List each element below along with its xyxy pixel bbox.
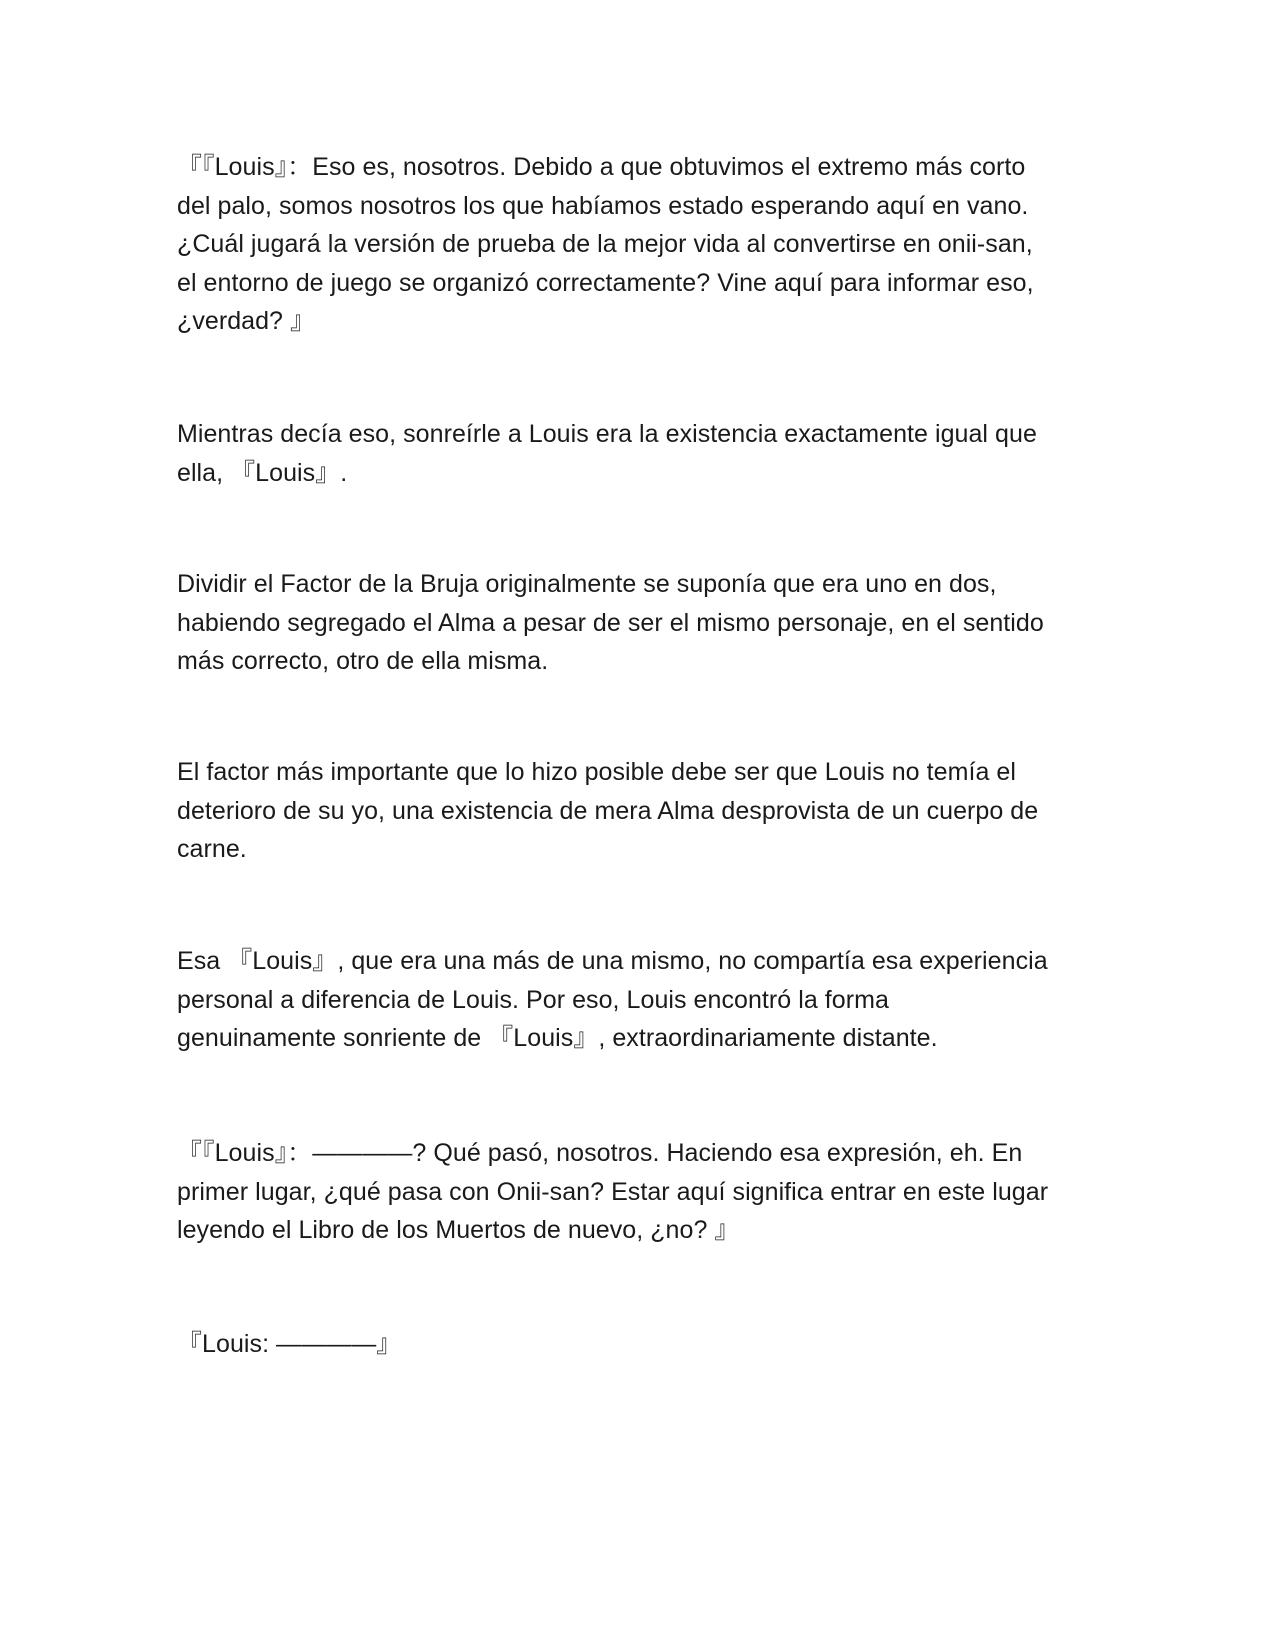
text-line: 『『Louis』：————? Qué pasó, nosotros. Haciendo esa expresión, eh. En — [177, 1139, 1023, 1167]
text-line: Dividir el Factor de la Bruja originalmente se suponía que era uno en dos, — [177, 570, 997, 598]
text-line: ella, 『Louis』. — [177, 458, 348, 487]
text-line: genuinamente sonriente de 『Louis』, extraordinariamente distante. — [177, 1024, 938, 1052]
paragraph-dialogue-louis-2 — [177, 1134, 1107, 1250]
paragraph-dialogue-louis-1 — [177, 148, 1107, 341]
text-line: el entorno de juego se organizó correctamente? Vine aquí para informar eso, — [177, 268, 1034, 297]
paragraph-narration-4 — [177, 942, 1107, 1058]
text-line: leyendo el Libro de los Muertos de nuevo, ¿no? 』 — [177, 1216, 740, 1244]
paragraph-narration-3 — [177, 753, 1107, 869]
paragraph-narration-2 — [177, 565, 1107, 681]
text-line: habiendo segregado el Alma a pesar de ser el mismo personaje, en el sentido — [177, 608, 1044, 637]
text-line: carne. — [177, 835, 247, 863]
text-line: Esa 『Louis』, que era una más de una mismo, no compartía esa experiencia — [177, 947, 1048, 975]
text-line: El factor más importante que lo hizo posible debe ser que Louis no temía el — [177, 758, 1016, 786]
text-line: del palo, somos nosotros los que habíamos estado esperando aquí en vano. — [177, 191, 1029, 220]
text-line: personal a diferencia de Louis. Por eso, Louis encontró la forma — [177, 985, 889, 1014]
text-line: primer lugar, ¿qué pasa con Onii-san? Estar aquí significa entrar en este lugar — [177, 1177, 1049, 1206]
text-line: ¿verdad? 』 — [177, 307, 316, 335]
text-line: 『『Louis』：Eso es, nosotros. Debido a que obtuvimos el extremo más corto — [177, 153, 1026, 181]
text-line: ¿Cuál jugará la versión de prueba de la mejor vida al convertirse en onii-san, — [177, 230, 1033, 258]
text-line: más correcto, otro de ella misma. — [177, 647, 549, 675]
paragraph-narration-1 — [177, 415, 1107, 492]
text-line: Mientras decía eso, sonreírle a Louis era la existencia exactamente igual que — [177, 420, 1037, 448]
text-line: deterioro de su yo, una existencia de mera Alma desprovista de un cuerpo de — [177, 796, 1039, 825]
text-line: 『Louis: ————』 — [177, 1330, 402, 1358]
paragraph-dialogue-louis-3 — [177, 1325, 1107, 1364]
